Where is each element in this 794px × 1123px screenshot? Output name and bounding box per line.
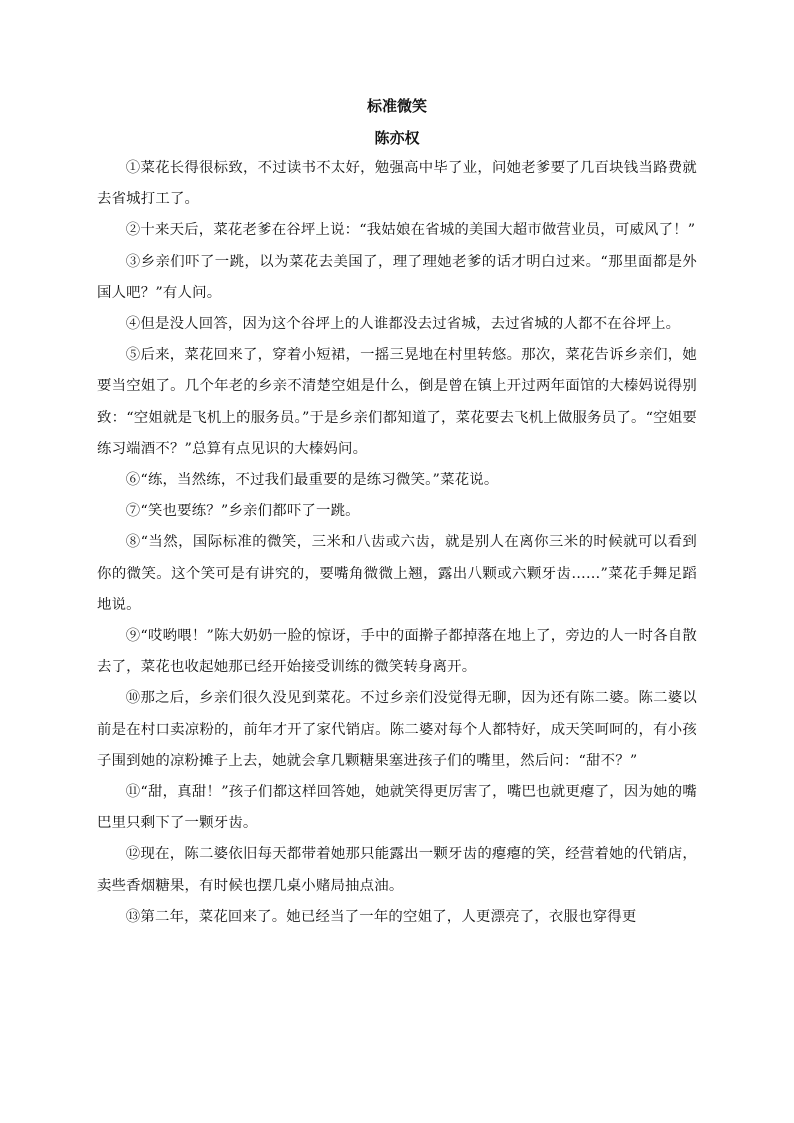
paragraph-9: ⑨“哎哟喂！”陈大奶奶一脸的惊讶，手中的面擀子都掉落在地上了，旁边的人一时各自散去了，菜花也收起她那已经开始接受训练的微笑转身离开。 [97,628,697,676]
paragraph-8: ⑧“当然，国际标准的微笑，三米和八齿或六齿，就是别人在离你三米的时候就可以看到你的微笑。这个笑可是有讲究的，要嘴角微微上翘，露出八颗或六颗牙齿……”菜花手舞足蹈地说。 [97,534,697,613]
paragraph-1: ①菜花长得很标致，不过读书不太好，勉强高中毕了业，问她老爹要了几百块钱当路费就去省城打工了。 [97,160,697,208]
paragraph-3: ③乡亲们吓了一跳，以为菜花去美国了，理了理她老爹的话才明白过来。“那里面都是外国人吧？”有人问。 [97,253,697,301]
paragraph-4: ④但是没人回答，因为这个谷坪上的人谁都没去过省城，去过省城的人都不在谷坪上。 [125,316,681,333]
paragraph-12: ⑫现在，陈二婆依旧每天都带着她那只能露出一颗牙齿的瘪瘪的笑，经营着她的代销店，卖些香烟糖果，有时候也摆几桌小赌局抽点油。 [97,846,697,894]
document-title: 标准微笑 [366,97,427,115]
document-body [97,153,697,933]
paragraph-2: ②十来天后，菜花老爹在谷坪上说：“我姑娘在省城的美国大超市做营业员，可威风了！” [125,222,696,239]
paragraph-7: ⑦“笑也要练？”乡亲们都吓了一跳。 [125,503,360,520]
paragraph-11: ⑪“甜，真甜！”孩子们都这样回答她，她就笑得更厉害了，嘴巴也就更瘪了，因为她的嘴巴里只剩下了一颗牙齿。 [97,784,697,832]
paragraph-10: ⑩那之后，乡亲们很久没见到菜花。不过乡亲们没觉得无聊，因为还有陈二婆。陈二婆以前是在村口卖凉粉的，前年才开了家代销店。陈二婆对每个人都特好，成天笑呵呵的，有小孩子围到她的凉粉摊子上去，她就会拿几颗糖果塞进孩子们的嘴里，然后问：“甜不？” [97,690,697,769]
paragraph-5: ⑤后来，菜花回来了，穿着小短裙，一摇三晃地在村里转悠。那次，菜花告诉乡亲们，她要当空姐了。几个年老的乡亲不清楚空姐是什么，倒是曾在镇上开过两年面馆的大榛妈说得别致：“空姐就是飞机上的服务员。”于是乡亲们都知道了，菜花要去飞机上做服务员了。“空姐要练习端酒不？”总算有点见识的大榛妈问。 [97,347,697,457]
paragraph-13: ⑬第二年，菜花回来了。她已经当了一年的空姐了，人更漂亮了，衣服也穿得更 [125,908,637,925]
document-author: 陈亦权 [374,129,420,147]
paragraph-6: ⑥“练，当然练，不过我们最重要的是练习微笑。”菜花说。 [125,472,499,489]
